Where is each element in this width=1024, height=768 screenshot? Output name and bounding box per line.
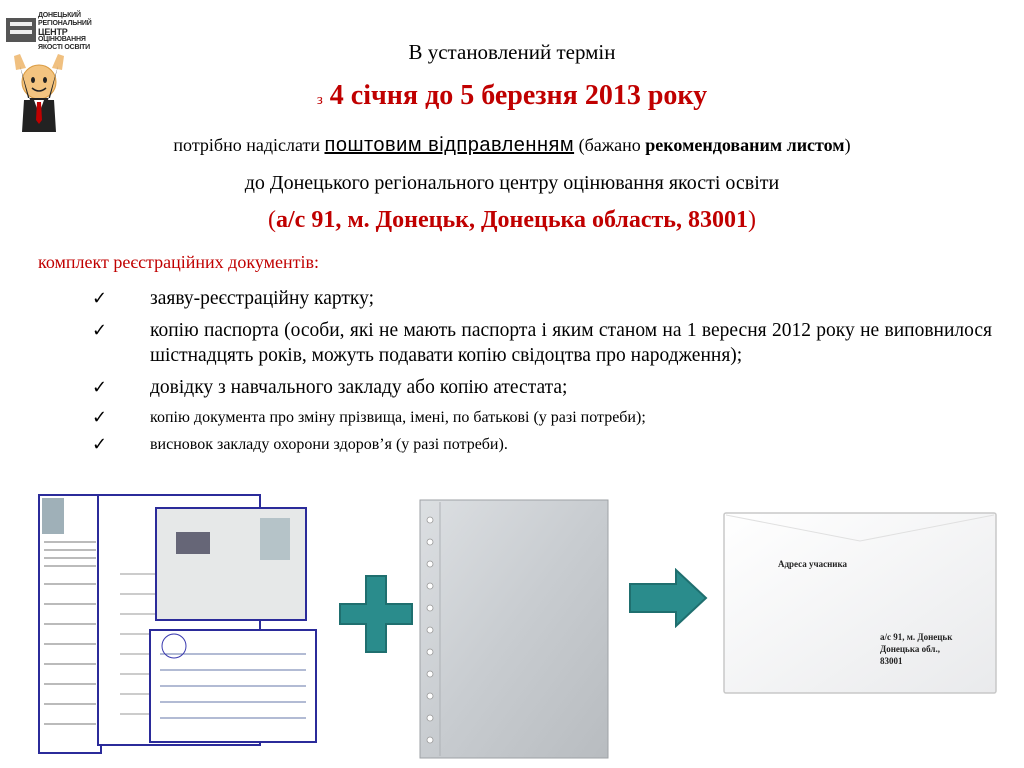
envelope-recipient: а/с 91, м. Донецьк Донецька обл., 83001	[880, 632, 953, 666]
checkmark-icon: ✓	[92, 288, 108, 309]
plus-icon	[338, 574, 414, 654]
checkmark-icon: ✓	[92, 377, 108, 398]
heading-dates	[0, 80, 1024, 112]
heading-dates-prefix: з	[316, 92, 323, 108]
document-list	[92, 286, 992, 461]
address-paren-close: )	[747, 207, 756, 233]
address-paren-open: (	[268, 207, 276, 233]
envelope-icon	[722, 511, 998, 695]
list-item: ✓ висновок закладу охорони здоров’я (у разі потреби).	[92, 434, 508, 455]
docs-title: комплект реєстраційних документів:	[38, 252, 319, 272]
list-item: ✓ довідку з навчального закладу або копію атестата;	[92, 377, 568, 398]
postal-address	[0, 207, 1024, 234]
heading-dates-main: 4 січня до 5 березня 2013 року	[329, 80, 708, 111]
heading-line-4: до Донецького регіонального центру оцінювання якості освіти	[244, 172, 780, 194]
registered-letter: рекомендованим листом	[645, 135, 845, 155]
checkmark-icon: ✓	[92, 320, 108, 341]
list-item: ✓ заяву-реєстраційну картку;	[92, 288, 375, 309]
envelope-sender: Адреса учасника	[778, 559, 848, 569]
list-item: ✓ копію документа про зміну прізвища, імені, по батькові (у разі потреби);	[92, 407, 646, 428]
checkmark-icon: ✓	[92, 407, 108, 428]
list-item: ✓ копію паспорта (особи, які не мають паспорта і яким станом на 1 вересня 2012 року не виповнилося шістнадцять років, можуть подавати копію свідоцтва про народження);	[92, 320, 992, 366]
send-instruction: потрібно надіслати	[173, 135, 320, 155]
arrow-right-icon	[628, 568, 708, 628]
document-stack-icon	[38, 494, 318, 756]
address-main: а/с 91, м. Донецьк, Донецька область, 83001	[276, 207, 748, 233]
postal-delivery: поштовим відправленням	[324, 134, 575, 156]
paren-open: (бажано	[578, 135, 641, 155]
logo-text: ДОНЕЦЬКИЙ РЕГІОНАЛЬНИЙ ЦЕНТР ОЦІНЮВАННЯ ЯКОСТІ ОСВІТИ	[38, 12, 92, 51]
plastic-sleeve-icon	[418, 498, 610, 760]
checkmark-icon: ✓	[92, 434, 108, 455]
heading-line-3	[0, 134, 1024, 157]
heading-line-1: В установлений термін	[408, 40, 616, 64]
paren-close: )	[844, 135, 851, 155]
